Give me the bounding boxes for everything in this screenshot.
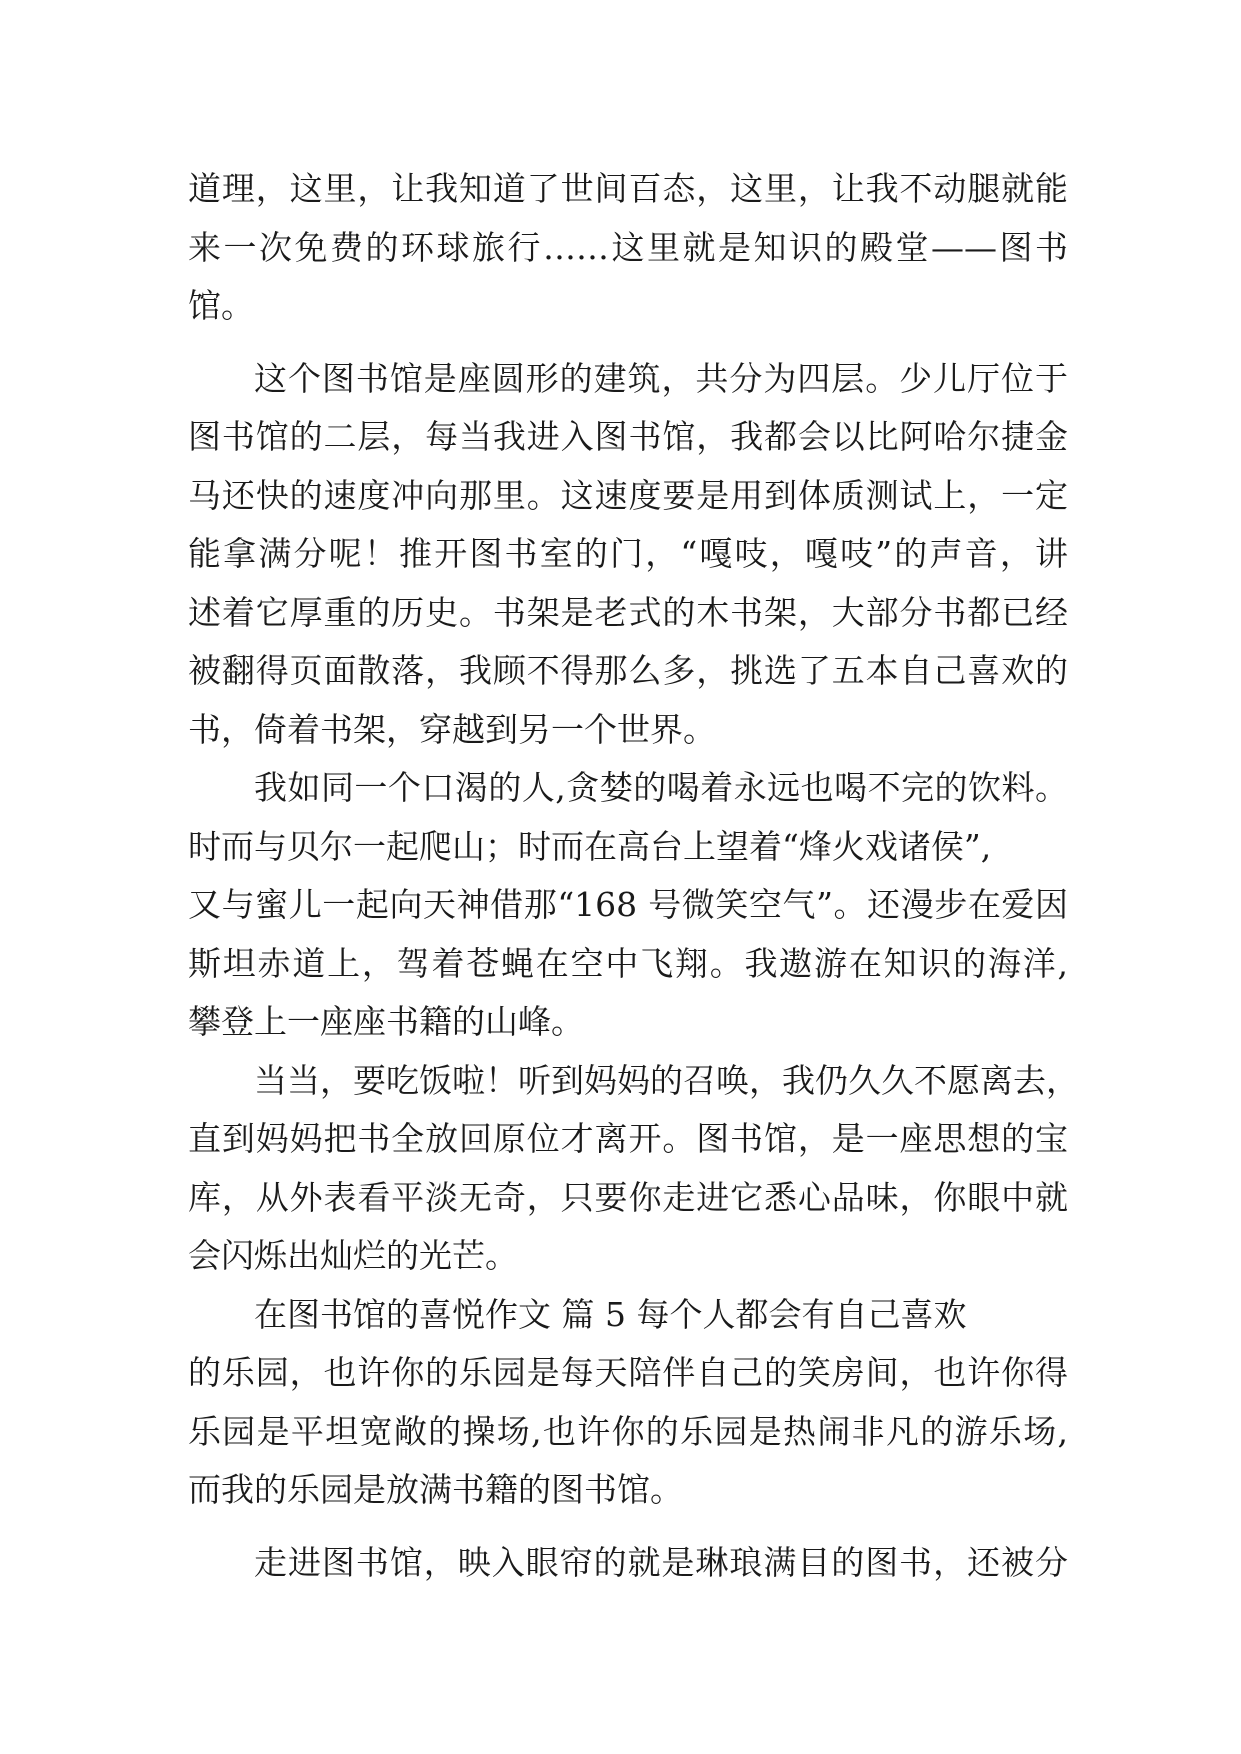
text-line: 这个图书馆是座圆形的建筑，共分为四层。少儿厅位于: [254, 358, 1068, 398]
text-line: 又与蜜儿一起向天神借那“168 号微笑空气”。还漫步在爱因: [188, 885, 1068, 924]
text-line: 述着它厚重的历史。书架是老式的木书架，大部分书都已经: [188, 592, 1068, 632]
text-line: 时而与贝尔一起爬山；时而在高台上望着“烽火戏诸侯”,: [188, 826, 992, 866]
document-body: [188, 160, 1079, 1592]
text-line: 书，倚着书架，穿越到另一个世界。: [188, 709, 716, 749]
text-line: 马还快的速度冲向那里。这速度要是用到体质测试上，一定: [188, 475, 1068, 515]
text-line: 我如同一个口渴的人,贪婪的喝着永远也喝不完的饮料。: [254, 768, 1068, 807]
text-line: 会闪烁出灿烂的光芒。: [188, 1236, 518, 1275]
text-line: 库，从外表看平淡无奇，只要你走进它悉心品味，你眼中就: [188, 1177, 1068, 1217]
text-line: 当当，要吃饭啦！听到妈妈的召唤，我仍久久不愿离去，: [254, 1060, 1079, 1100]
text-line: 攀登上一座座书籍的山峰。: [188, 1002, 584, 1041]
text-line: 而我的乐园是放满书籍的图书馆。: [188, 1470, 683, 1509]
text-line: 斯坦赤道上，驾着苍蝇在空中飞翔。我遨游在知识的海洋,: [188, 943, 1068, 983]
text-line: 走进图书馆，映入眼帘的就是琳琅满目的图书，还被分: [254, 1542, 1068, 1582]
text-line: 在图书馆的喜悦作文 篇 5 每个人都会有自己喜欢: [254, 1294, 967, 1334]
text-line: 能拿满分呢！推开图书室的门，“嘎吱，嘎吱”的声音，讲: [188, 534, 1068, 573]
text-line: 图书馆的二层，每当我进入图书馆，我都会以比阿哈尔捷金: [188, 417, 1068, 456]
text-line: 馆。: [188, 286, 254, 325]
text-line: 乐园是平坦宽敞的操场,也许你的乐园是热闹非凡的游乐场,: [188, 1411, 1068, 1451]
text-line: 直到妈妈把书全放回原位才离开。图书馆，是一座思想的宝: [188, 1119, 1068, 1158]
text-line: 道理，这里，让我知道了世间百态，这里，让我不动腿就能: [188, 169, 1068, 208]
text-line: 的乐园，也许你的乐园是每天陪伴自己的笑房间，也许你得: [188, 1353, 1068, 1392]
text-line: 被翻得页面散落，我顾不得那么多，挑选了五本自己喜欢的: [188, 651, 1068, 690]
text-line: 来一次免费的环球旅行……这里就是知识的殿堂——图书: [188, 227, 1068, 267]
